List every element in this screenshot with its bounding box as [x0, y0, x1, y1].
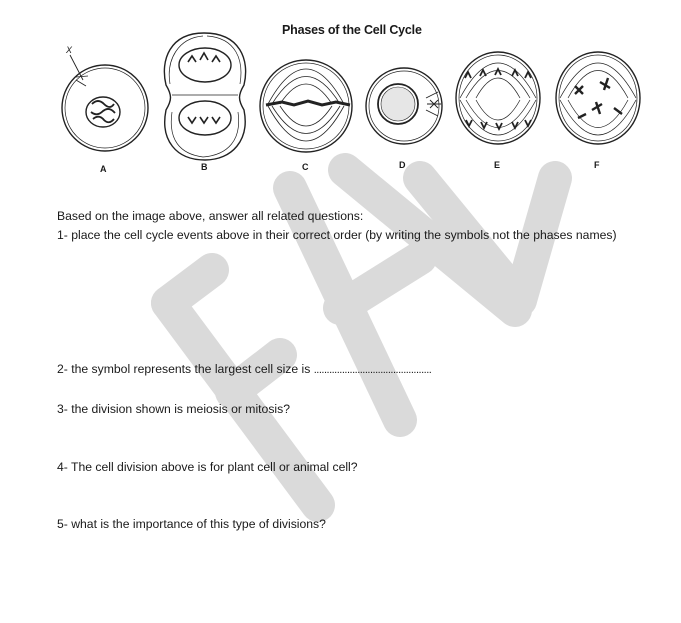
question-2-text: 2- the symbol represents the largest cell size is [57, 362, 311, 376]
cell-label-f: F [594, 160, 600, 170]
figure-title: Phases of the Cell Cycle [282, 23, 422, 37]
cell-label-c: C [302, 162, 309, 172]
cell-d-drawing [366, 68, 442, 144]
cell-b-drawing [164, 33, 245, 160]
question-3: 3- the division shown is meiosis or mitosis? [57, 402, 291, 416]
question-4: 4- The cell division above is for plant cell or animal cell? [57, 460, 358, 474]
instructions-text: Based on the image above, answer all related questions: [57, 209, 364, 223]
cell-e-drawing [456, 52, 540, 144]
cell-label-e: E [494, 160, 501, 170]
question-2 [57, 360, 431, 380]
cell-label-a: A [100, 164, 107, 174]
answer-blank: .............................................. [313, 364, 432, 376]
cell-f-drawing [556, 52, 640, 144]
question-1: 1- place the cell cycle events above in their correct order (by writing the symbols not the phases names) [57, 228, 617, 242]
cell-label-b: B [201, 162, 208, 172]
cell-c-drawing [260, 60, 352, 152]
question-5: 5- what is the importance of this type of divisions? [57, 517, 326, 531]
cell-cycle-diagram [0, 0, 681, 180]
cell-a-drawing [62, 55, 148, 151]
cell-label-d: D [399, 160, 406, 170]
marker-x-label: X [66, 45, 73, 55]
